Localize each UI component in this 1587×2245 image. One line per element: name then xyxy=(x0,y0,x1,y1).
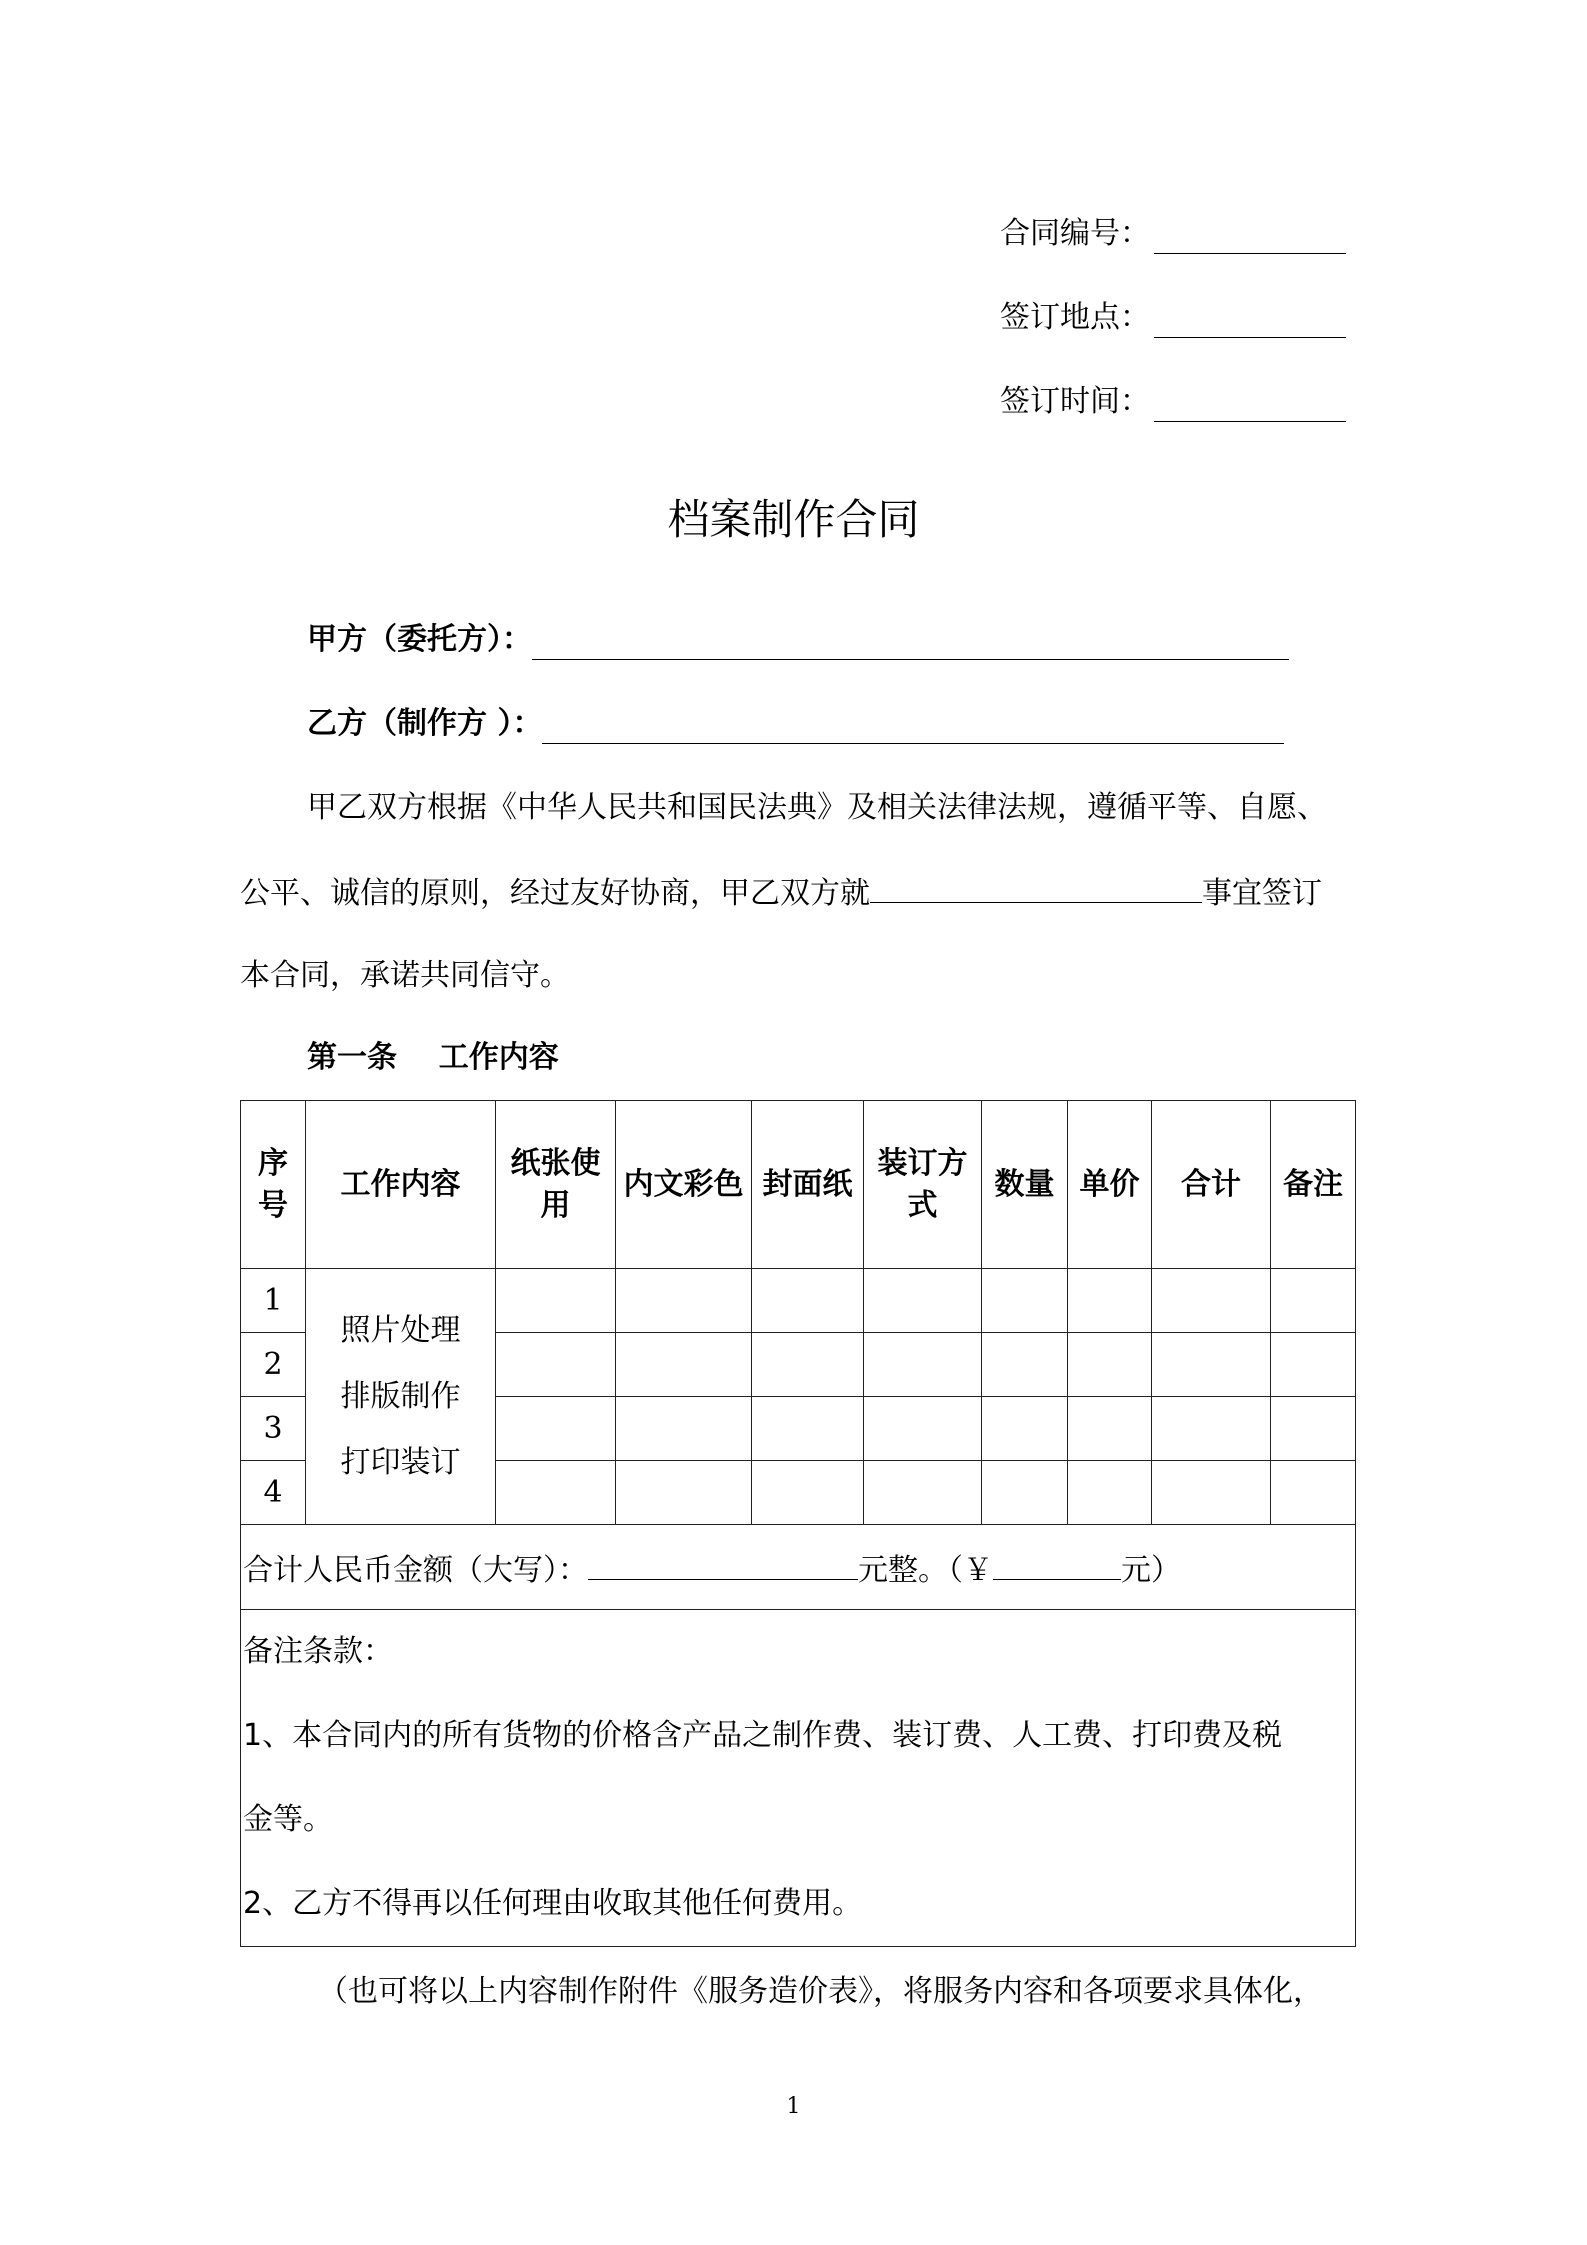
work-item: 打印装订 xyxy=(340,1444,461,1480)
row-number: 3 xyxy=(241,1397,306,1461)
table-cell[interactable] xyxy=(496,1333,616,1397)
intro-line-3: 本合同，承诺共同信守。 xyxy=(240,958,570,993)
sign-time-blank[interactable] xyxy=(1154,391,1346,422)
table-cell[interactable] xyxy=(1271,1333,1356,1397)
sign-time-label: 签订时间： xyxy=(1000,384,1150,419)
article-1-heading: 第一条 工作内容 xyxy=(307,1040,559,1075)
contract-number-field xyxy=(1000,214,1346,254)
table-cell[interactable] xyxy=(752,1397,864,1461)
table-cell[interactable] xyxy=(1152,1461,1271,1525)
table-cell[interactable] xyxy=(496,1461,616,1525)
work-item: 照片处理 xyxy=(340,1312,461,1348)
table-cell[interactable] xyxy=(752,1269,864,1333)
sum-words-blank[interactable] xyxy=(588,1549,858,1580)
table-cell[interactable] xyxy=(864,1461,982,1525)
page-number: 1 xyxy=(786,2094,801,2119)
sign-place-blank[interactable] xyxy=(1154,307,1346,338)
notes-item-2: 2、乙方不得再以任何理由收取其他任何费用。 xyxy=(243,1886,863,1921)
row-number: 2 xyxy=(241,1333,306,1397)
table-row xyxy=(241,1269,1356,1333)
notes-title: 备注条款： xyxy=(243,1634,393,1669)
table-cell[interactable] xyxy=(616,1397,752,1461)
sign-place-field xyxy=(1000,298,1346,338)
header-color: 内文彩色 xyxy=(616,1101,752,1269)
sum-figure-blank[interactable] xyxy=(993,1549,1121,1580)
header-seq: 序 号 xyxy=(241,1101,306,1269)
header-remark: 备注 xyxy=(1271,1101,1356,1269)
table-cell[interactable] xyxy=(616,1333,752,1397)
table-cell[interactable] xyxy=(982,1333,1068,1397)
row-number: 4 xyxy=(241,1461,306,1525)
party-b-field xyxy=(307,704,1284,744)
sign-time-field xyxy=(1000,382,1346,422)
table-cell[interactable] xyxy=(1271,1397,1356,1461)
table-cell[interactable] xyxy=(1068,1333,1152,1397)
table-cell[interactable] xyxy=(616,1461,752,1525)
notes-row xyxy=(241,1610,1356,1947)
header-work: 工作内容 xyxy=(306,1101,496,1269)
sum-end: 元） xyxy=(1121,1553,1181,1588)
table-cell[interactable] xyxy=(982,1269,1068,1333)
contract-number-blank[interactable] xyxy=(1154,223,1346,254)
intro-line-2-after: 事宜签订 xyxy=(1202,876,1322,911)
header-binding: 装订方 式 xyxy=(864,1101,982,1269)
party-a-blank[interactable] xyxy=(532,627,1289,660)
sum-row xyxy=(241,1525,1356,1610)
table-header-row xyxy=(241,1101,1356,1269)
header-price: 单价 xyxy=(1068,1101,1152,1269)
header-qty: 数量 xyxy=(982,1101,1068,1269)
sum-cell xyxy=(241,1525,1356,1610)
table-cell[interactable] xyxy=(616,1269,752,1333)
party-a-field xyxy=(307,620,1289,660)
table-cell[interactable] xyxy=(864,1269,982,1333)
work-content-table xyxy=(240,1100,1356,1947)
notes-cell xyxy=(241,1610,1356,1947)
work-items-cell xyxy=(306,1269,496,1525)
table-cell[interactable] xyxy=(496,1269,616,1333)
header-paper: 纸张使 用 xyxy=(496,1101,616,1269)
notes-item-1: 1、本合同内的所有货物的价格含产品之制作费、装订费、人工费、打印费及税 xyxy=(243,1718,1283,1753)
table-cell[interactable] xyxy=(1068,1269,1152,1333)
header-total: 合计 xyxy=(1152,1101,1271,1269)
sign-place-label: 签订地点： xyxy=(1000,300,1150,335)
intro-line-2-before: 公平、诚信的原则，经过友好协商，甲乙双方就 xyxy=(240,876,870,911)
table-cell[interactable] xyxy=(1152,1333,1271,1397)
table-cell[interactable] xyxy=(864,1333,982,1397)
sum-suffix: 元整。（￥ xyxy=(858,1553,993,1588)
document-title: 档案制作合同 xyxy=(667,495,920,544)
header-cover: 封面纸 xyxy=(752,1101,864,1269)
table-cell[interactable] xyxy=(982,1397,1068,1461)
table-cell[interactable] xyxy=(752,1461,864,1525)
table-cell[interactable] xyxy=(1271,1461,1356,1525)
table-cell[interactable] xyxy=(1152,1397,1271,1461)
party-b-label: 乙方（制作方 ）： xyxy=(307,706,543,741)
sum-label: 合计人民币金额（大写）： xyxy=(243,1553,588,1588)
closing-line: （也可将以上内容制作附件《服务造价表》，将服务内容和各项要求具体化， xyxy=(318,1974,1323,2009)
work-item: 排版制作 xyxy=(340,1378,461,1414)
table-cell[interactable] xyxy=(752,1333,864,1397)
row-number: 1 xyxy=(241,1269,306,1333)
table-cell[interactable] xyxy=(1152,1269,1271,1333)
table-cell[interactable] xyxy=(1068,1397,1152,1461)
table-cell[interactable] xyxy=(982,1461,1068,1525)
contract-number-label: 合同编号： xyxy=(1000,216,1150,251)
party-b-blank[interactable] xyxy=(542,711,1284,744)
table-cell[interactable] xyxy=(1271,1269,1356,1333)
notes-item-1-cont: 金等。 xyxy=(243,1802,333,1837)
table-cell[interactable] xyxy=(864,1397,982,1461)
intro-line-2 xyxy=(240,872,1355,914)
table-cell[interactable] xyxy=(1068,1461,1152,1525)
intro-line-1: 甲乙双方根据《中华人民共和国民法典》及相关法律法规，遵循平等、自愿、 xyxy=(307,790,1327,825)
table-cell[interactable] xyxy=(496,1397,616,1461)
matter-blank[interactable] xyxy=(870,872,1202,903)
party-a-label: 甲方（委托方）： xyxy=(307,622,532,657)
